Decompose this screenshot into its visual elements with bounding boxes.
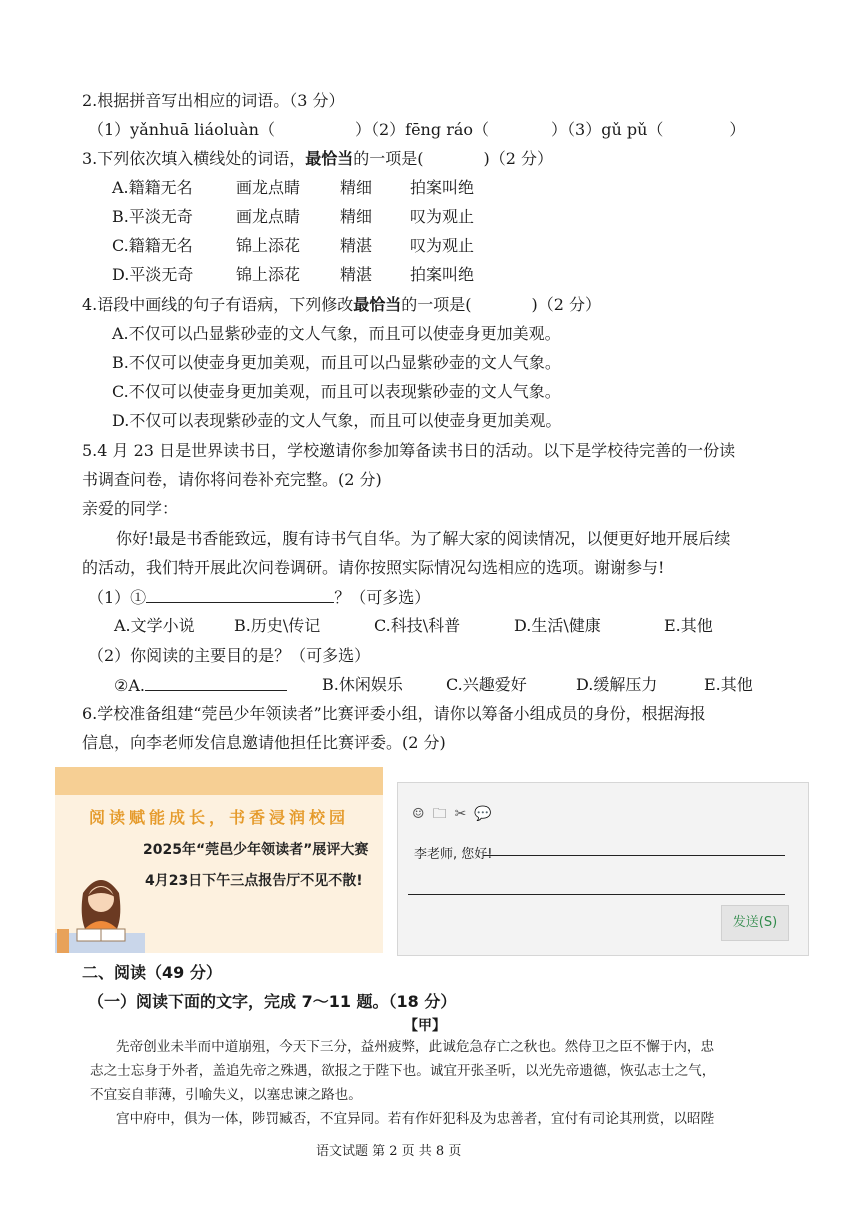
q5-para-1: 你好!最是书香能致远，腹有诗书气自华。为了解大家的阅读情况，以便更好地开展后续 <box>116 529 731 548</box>
q5-sub2-label: ②A. <box>114 676 145 695</box>
q5-sub2-option[interactable]: E.其他 <box>704 675 753 694</box>
q5-sub1-blank[interactable] <box>146 586 334 603</box>
page-footer: 语文试题 第 2 页 共 8 页 <box>316 1144 462 1159</box>
q4-emphasis: 最恰当 <box>353 295 402 314</box>
event-poster <box>55 767 383 953</box>
passage-line-2: 志之士忘身于外者，盖追先帝之殊遇，欲报之于陛下也。诚宜开张圣听，以光先帝遗德，恢弘志士之气， <box>90 1063 716 1079</box>
q5-sub1 <box>88 586 430 609</box>
q5-sub1-option[interactable]: C.科技\科普 <box>374 616 461 635</box>
q3-option-cell: 精湛 <box>340 236 373 255</box>
passage-line-4: 宫中府中，俱为一体，陟罚臧否，不宜异同。若有作奸犯科及为忠善者，宜付有司论其刑赏，以昭陛 <box>116 1111 715 1127</box>
q5-line-1: 5.4 月 23 日是世界读书日，学校邀请你参加筹备读书日的活动。以下是学校待完善的一份读 <box>82 441 736 460</box>
passage-line-3: 不宜妄自菲薄，引喻失义，以塞忠谏之路也。 <box>90 1087 362 1103</box>
q4-score: )（2 分） <box>531 295 602 314</box>
q5-sub1-prefix: （1）① <box>88 588 147 607</box>
q2-item-2: ）（2）fēng ráo（ <box>354 120 490 139</box>
message-line-2[interactable] <box>408 894 785 895</box>
q4-title-text: 4.语段中画线的句子有语病，下列修改 <box>82 295 354 314</box>
poster-event-time: 4月23日下午三点报告厅不见不散! <box>145 873 363 889</box>
q3-option-cell: 精细 <box>340 207 373 226</box>
q5-salutation: 亲爱的同学： <box>82 499 179 518</box>
q4-title <box>82 294 601 316</box>
q5-sub1-option[interactable]: E.其他 <box>664 616 713 635</box>
q3-option-cell: 画龙点睛 <box>236 207 301 226</box>
q5-sub2-option[interactable]: D.缓解压力 <box>576 675 658 694</box>
q4-option-a: A.不仅可以凸显紫砂壶的文人气象，而且可以使壶身更加美观。 <box>112 324 561 343</box>
q3-option-cell: 拍案叫绝 <box>410 178 475 197</box>
q3-option-cell: 锦上添花 <box>236 265 301 284</box>
q4-option-b: B.不仅可以使壶身更加美观，而且可以凸显紫砂壶的文人气象。 <box>112 353 561 372</box>
passage-jia-label: 【甲】 <box>404 1018 446 1034</box>
q5-line-2: 书调查问卷，请你将问卷补充完整。(2 分) <box>82 470 382 489</box>
speech-bubble-icon[interactable]: 💬 <box>474 806 492 822</box>
q3-emphasis: 最恰当 <box>305 149 354 168</box>
q3-option-cell: 锦上添花 <box>236 236 301 255</box>
q5-sub1-suffix: ？（可多选） <box>334 588 431 607</box>
q3-option-cell: 画龙点睛 <box>236 178 301 197</box>
q6-line-1: 6.学校准备组建“莞邑少年领读者”比赛评委小组，请你以筹备小组成员的身份，根据海报 <box>82 704 706 723</box>
q2-item-3: ）（3）gǔ pǔ（ <box>551 120 664 139</box>
message-line-1[interactable] <box>483 855 785 856</box>
q5-sub1-option[interactable]: D.生活\健康 <box>514 616 601 635</box>
q3-option-cell: D.平淡无奇 <box>112 265 194 284</box>
q5-sub2: （2）你阅读的主要目的是？（可多选） <box>88 646 371 665</box>
q5-para-2: 的活动，我们特开展此次问卷调研。请你按照实际情况勾选相应的选项。谢谢参与! <box>82 558 665 577</box>
q3-option-cell: A.籍籍无名 <box>112 178 193 197</box>
chat-toolbar <box>412 803 500 827</box>
q4-option-d: D.不仅可以表现紫砂壶的文人气象，而且可以使壶身更加美观。 <box>112 411 562 430</box>
q3-option-cell: 叹为观止 <box>410 207 475 226</box>
chat-greeting: 李老师, 您好! <box>414 847 493 862</box>
q5-sub1-option[interactable]: B.历史\传记 <box>234 616 321 635</box>
poster-slogan: 阅读赋能成长，书香浸润校园 <box>88 808 349 827</box>
send-button[interactable]: 发送(S) <box>721 905 789 941</box>
scissors-icon[interactable]: ✂ <box>454 806 467 822</box>
q5-sub2-blank[interactable] <box>145 674 287 691</box>
q3-title-text-2: 的一项是( <box>353 149 424 168</box>
poster-band <box>55 767 383 795</box>
q4-option-c: C.不仅可以使壶身更加美观，而且可以表现紫砂壶的文人气象。 <box>112 382 561 401</box>
message-window <box>397 782 809 956</box>
q3-title <box>82 148 553 170</box>
q3-option-cell: 精细 <box>340 178 373 197</box>
q4-title-text-2: 的一项是( <box>401 295 472 314</box>
q3-score: )（2 分） <box>483 149 554 168</box>
q3-option-cell: C.籍籍无名 <box>112 236 193 255</box>
q5-sub2-first <box>114 674 287 697</box>
folder-icon[interactable]: 🗀 <box>432 806 447 822</box>
section-heading: 二、阅读（49 分） <box>82 963 222 982</box>
q2-items <box>88 119 745 141</box>
passage-line-1: 先帝创业未半而中道崩殂，今天下三分，益州疲弊，此诚危急存亡之秋也。然侍卫之臣不懈于内，忠 <box>116 1039 715 1055</box>
q3-title-text: 3.下列依次填入横线处的词语， <box>82 149 306 168</box>
smiley-icon[interactable]: ☺ <box>412 806 425 822</box>
q2-title: 2.根据拼音写出相应的词语。（3 分） <box>82 91 345 110</box>
q3-option-cell: 叹为观止 <box>410 236 475 255</box>
q3-option-cell: 拍案叫绝 <box>410 265 475 284</box>
poster-event-title: 2025年“莞邑少年领读者”展评大赛 <box>143 842 369 858</box>
reading-girl-illustration <box>55 871 145 953</box>
q5-sub2-option[interactable]: C.兴趣爱好 <box>446 675 527 694</box>
q3-option-cell: 精湛 <box>340 265 373 284</box>
q3-option-cell: B.平淡无奇 <box>112 207 193 226</box>
q5-sub1-option[interactable]: A.文学小说 <box>114 616 195 635</box>
reading-sub-heading: （一）阅读下面的文字，完成 7～11 题。（18 分） <box>88 992 457 1011</box>
q6-line-2: 信息，向李老师发信息邀请他担任比赛评委。(2 分) <box>82 733 446 752</box>
q2-item-4: ） <box>729 120 746 139</box>
q5-sub2-option[interactable]: B.休闲娱乐 <box>322 675 403 694</box>
q2-item-1: （1）yǎnhuā liáoluàn（ <box>88 120 275 139</box>
